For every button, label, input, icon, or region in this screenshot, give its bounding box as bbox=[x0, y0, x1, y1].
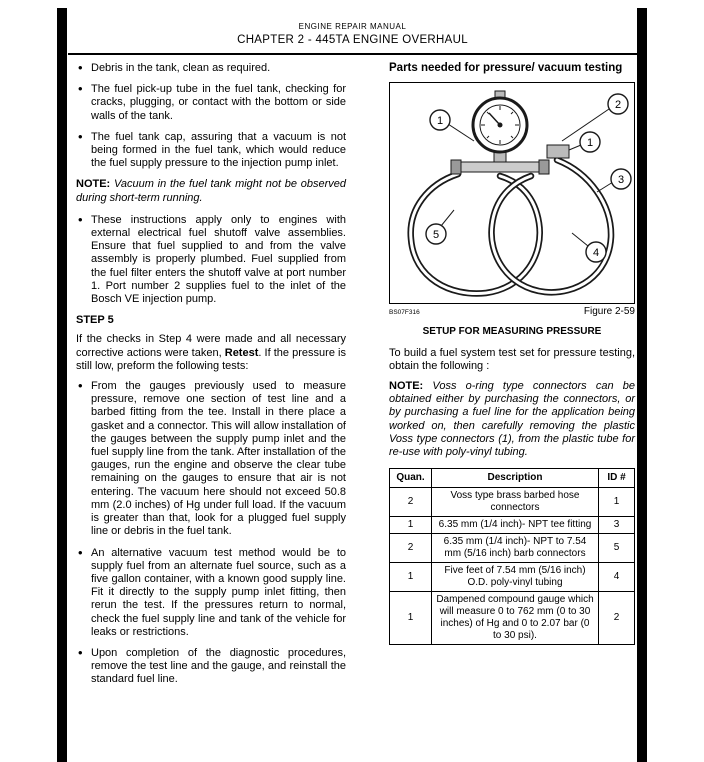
id-cell: 4 bbox=[599, 563, 635, 592]
quan-cell: 1 bbox=[390, 517, 432, 534]
page-edge-bar-left bbox=[57, 8, 67, 762]
table-row bbox=[390, 563, 635, 592]
list-item bbox=[76, 62, 346, 75]
list-item bbox=[76, 380, 346, 538]
table-header-description: Description bbox=[432, 469, 599, 488]
tee-crossbar-fitting bbox=[460, 162, 540, 172]
gauge-needle-hub bbox=[498, 123, 503, 128]
table-header-row bbox=[390, 469, 635, 488]
id-cell: 2 bbox=[599, 592, 635, 645]
quan-cell: 1 bbox=[390, 563, 432, 592]
list-item-text: An alternative vacuum test method would be to supply fuel from an alternate fuel source, such as a five gallon container, with a known good supply line. Fit it directly to the supply pump inlet fitting, then rerun the test. If the pressures return to normal, check the fuel supply line and tank of the vehicle for leaks or restrictions. bbox=[91, 546, 346, 638]
description-cell: 6.35 mm (1/4 inch)- NPT to 7.54 mm (5/16 inch) barb connectors bbox=[432, 534, 599, 563]
note-block bbox=[76, 178, 346, 204]
list-item-text: The fuel tank cap, assuring that a vacuum is not being formed in the fuel tank, which would reduce the fuel supply pressure to the injection pump inlet. bbox=[91, 130, 346, 170]
table-header-quan: Quan. bbox=[390, 469, 432, 488]
page-header bbox=[68, 22, 637, 46]
page-edge-bar-right bbox=[637, 8, 647, 762]
chapter-title: CHAPTER 2 - 445TA ENGINE OVERHAUL bbox=[237, 34, 468, 46]
list-item bbox=[76, 647, 346, 687]
barb-connector-left bbox=[451, 160, 461, 174]
list-item bbox=[76, 547, 346, 639]
list-item bbox=[76, 214, 346, 306]
list-item-text: These instructions apply only to engines with external electrical fuel shutoff valve assemblies. Ensure that fuel supplied to and from the valve assembly is properly plumbed. Fuel supplied from the fuel filter enters the shutoff valve at port number 1. Port number 2 supplies fuel to the inlet of the Bosch VE injection pump. bbox=[91, 213, 346, 306]
table-row bbox=[390, 592, 635, 645]
figure-code: BS07F316 bbox=[389, 309, 420, 317]
description-cell: Voss type brass barbed hose connectors bbox=[432, 488, 599, 517]
id-cell: 1 bbox=[599, 488, 635, 517]
parts-table bbox=[389, 468, 635, 645]
description-cell: Dampened compound gauge which will measure 0 to 762 mm (0 to 30 inches) of Hg and 0 to 2.07 bar (0 to 30 psi). bbox=[432, 592, 599, 645]
figure-caption: SETUP FOR MEASURING PRESSURE bbox=[422, 326, 602, 338]
callout-number: 1 bbox=[586, 137, 594, 150]
list-item-text: Upon completion of the diagnostic procedures, remove the test line and the gauge, and reinstall the standard fuel line. bbox=[91, 646, 346, 686]
figure-illustration bbox=[390, 83, 634, 303]
table-header-id: ID # bbox=[599, 469, 635, 488]
description-cell: Five feet of 7.54 mm (5/16 inch) O.D. poly-vinyl tubing bbox=[432, 563, 599, 592]
id-cell: 5 bbox=[599, 534, 635, 563]
right-column bbox=[389, 62, 635, 645]
list-item-text: From the gauges previously used to measure pressure, remove one section of test line and a barbed fitting from the tee. Install in there place a gasket and a connector. This will allow installation of the gauges between the supply pump inlet and the fuel supply line from the tank. After installation of the gauges, run the engine and observe the clear tube remaining on the gauges to ensure that air is not entering. The vacuum here should not exceed 50.8 mm (2.0 inches) of Hg under full load. If the vacuum is greater than that, look for a plugged fuel supply line or debris in the fuel tank. bbox=[91, 380, 346, 538]
table-row bbox=[390, 517, 635, 534]
step-intro bbox=[76, 333, 346, 373]
barb-connector-right bbox=[539, 160, 549, 174]
quan-cell: 2 bbox=[390, 488, 432, 517]
table-row bbox=[390, 534, 635, 563]
list-item-text: Debris in the tank, clean as required. bbox=[91, 62, 271, 74]
callout-number: 2 bbox=[614, 99, 622, 112]
step-intro-emphasis: Retest bbox=[224, 346, 259, 359]
step-intro-text: . If the pressure is still low, preform the following tests: bbox=[76, 346, 346, 372]
note-text: Voss o-ring type connectors can be obtained either by purchasing the connectors, or by purchasing a fuel line for the application being worked on, then carefully removing the plastic Voss type connectors (1), from the plastic tube for re-use with poly-vinyl tubing. bbox=[389, 380, 635, 459]
figure-label: Figure 2-59 bbox=[583, 306, 635, 318]
note-label: NOTE: bbox=[389, 380, 424, 393]
voss-connector-fitting bbox=[547, 145, 569, 158]
figure-meta bbox=[389, 305, 635, 319]
step-heading: STEP 5 bbox=[76, 314, 114, 327]
note-text: Vacuum in the fuel tank might not be observed during short-term running. bbox=[76, 178, 346, 204]
list-item-text: The fuel pick-up tube in the fuel tank, checking for cracks, plugging, or contact with the bottom or side walls of the tank. bbox=[91, 83, 346, 122]
list-item bbox=[76, 131, 346, 171]
header-rule bbox=[68, 53, 637, 55]
section-heading: Parts needed for pressure/ vacuum testing bbox=[389, 62, 623, 74]
quan-cell: 1 bbox=[390, 592, 432, 645]
parts-intro: To build a fuel system test set for pressure testing, obtain the following : bbox=[389, 346, 635, 372]
note-label: NOTE: bbox=[76, 178, 111, 191]
callout-number: 4 bbox=[592, 247, 600, 260]
note-block bbox=[389, 380, 635, 459]
callout-number: 1 bbox=[436, 115, 444, 128]
step-intro-text: If the checks in Step 4 were made and all necessary corrective actions were taken, bbox=[76, 333, 346, 359]
figure bbox=[389, 82, 635, 304]
callout-number: 3 bbox=[617, 174, 625, 187]
list-item bbox=[76, 83, 346, 123]
table-row bbox=[390, 488, 635, 517]
left-column bbox=[76, 62, 346, 695]
callout-number: 5 bbox=[432, 229, 440, 242]
manual-title: ENGINE REPAIR MANUAL bbox=[298, 22, 407, 31]
description-cell: 6.35 mm (1/4 inch)- NPT tee fitting bbox=[432, 517, 599, 534]
id-cell: 3 bbox=[599, 517, 635, 534]
quan-cell: 2 bbox=[390, 534, 432, 563]
